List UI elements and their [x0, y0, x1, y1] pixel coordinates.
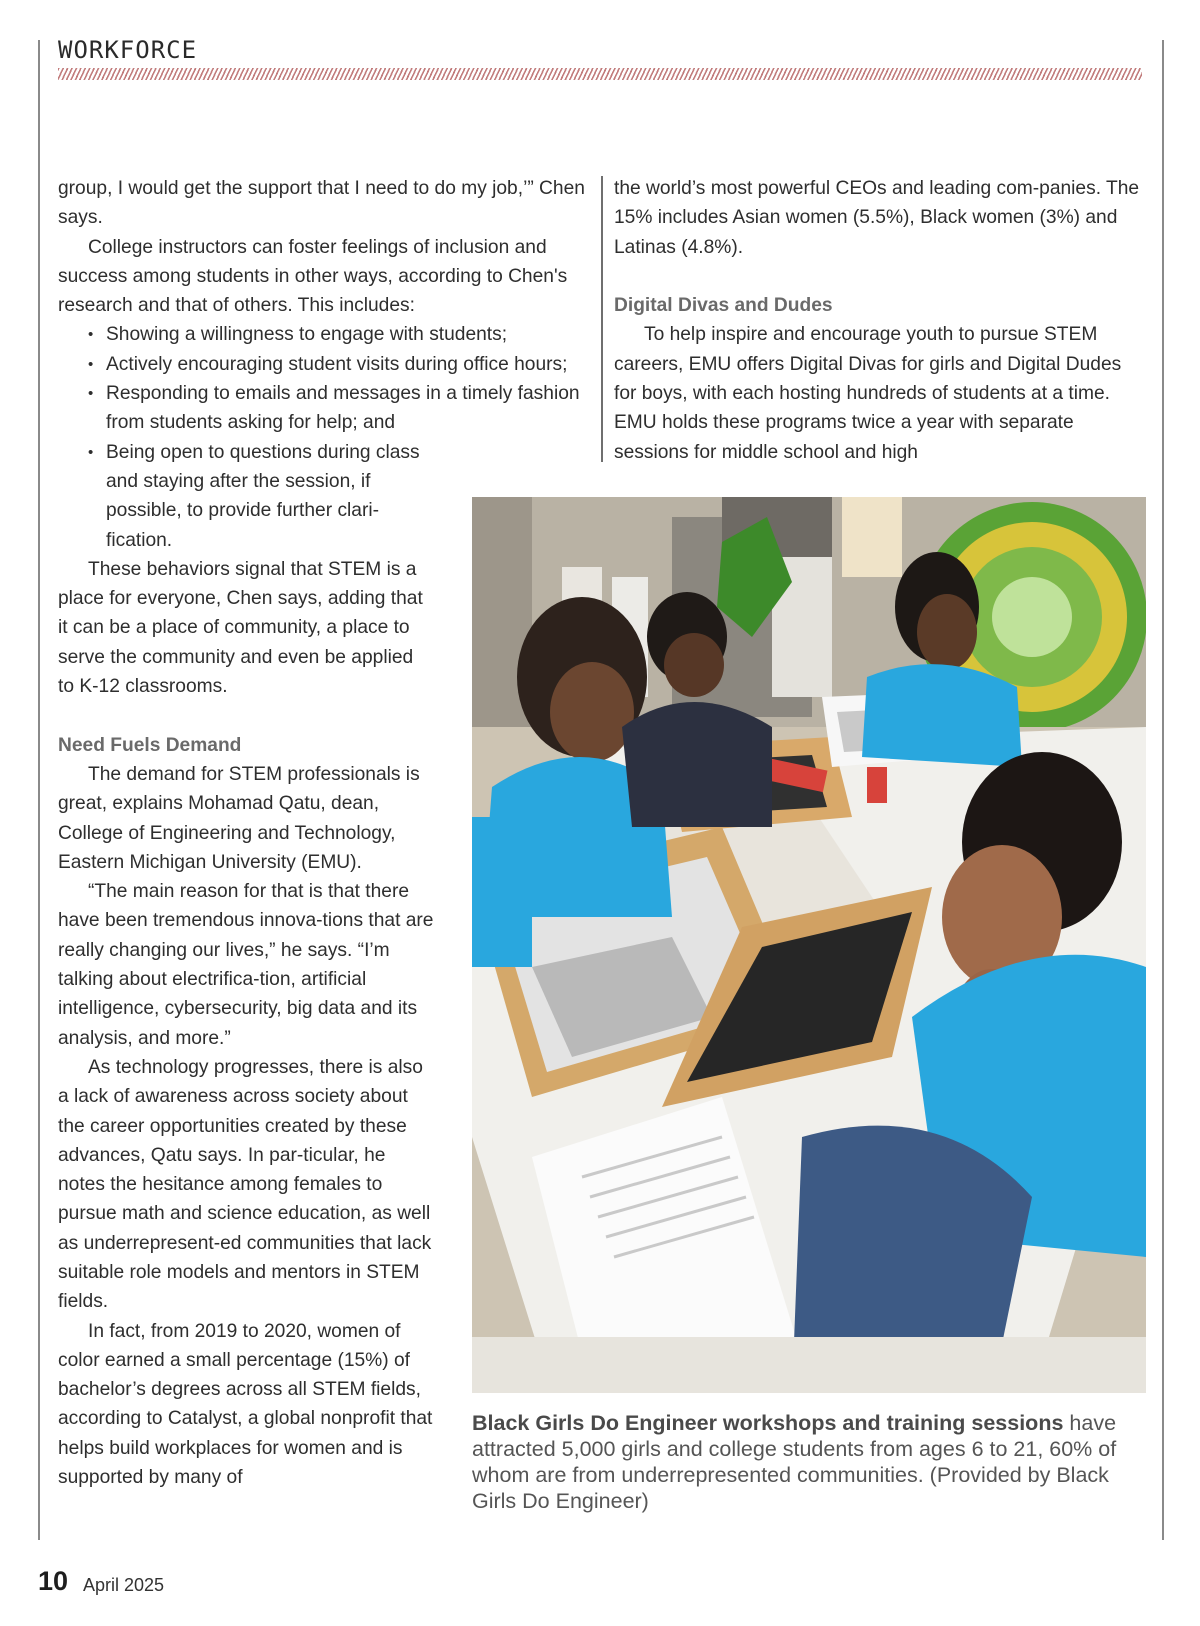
paragraph: group, I would get the support that I need to do my job,’” Chen says.: [58, 178, 585, 229]
paragraph: the world’s most powerful CEOs and leading com-panies. The 15% includes Asian women (5.5%), Black women (3%) and Latinas (4.8%).: [614, 178, 1140, 258]
paragraph: In fact, from 2019 to 2020, women of color earned a small percentage (15%) of bachelor’s degrees across all STEM fields, according to Catalyst, a global nonprofit that helps build workplaces for women and is supported by many of: [58, 1320, 433, 1489]
column-divider: [601, 176, 603, 462]
paragraph: To help inspire and encourage youth to pursue STEM careers, EMU offers Digital Divas for girls and Digital Dudes for boys, with each hosting hundreds of students at a time. EMU holds these programs twice a year with separate sessions for middle school and high: [614, 324, 1122, 463]
subheading-digital-divas: Digital Divas and Dudes: [614, 295, 833, 317]
page-number: 10: [38, 1566, 69, 1596]
photo-caption: [472, 1410, 1152, 1514]
paragraph: College instructors can foster feelings of inclusion and success among students in other ways, according to Chen's research and that of others. This includes:: [58, 236, 568, 317]
bullet-item: • Actively encouraging student visits during office hours;: [58, 350, 590, 379]
header-hatch-rule: [58, 68, 1142, 80]
issue-date: April 2025: [83, 1575, 165, 1595]
workshop-photo: [472, 497, 1146, 1393]
right-border-rule: [1162, 40, 1164, 1540]
caption-lead: Black Girls Do Engineer workshops and training sessions: [472, 1411, 1064, 1435]
bullet-item: • Showing a willingness to engage with students;: [58, 320, 590, 349]
caption-body: have attracted 5,000 girls and college students from ages 6 to 21, 60% of whom are from underrepresented communities. (Provided by Black Girls Do Engineer): [472, 1411, 1117, 1513]
bullet-item: • Being open to questions during class and staying after the session, if possible, to provide further clari-fication.: [58, 438, 426, 555]
paragraph: The demand for STEM professionals is great, explains Mohamad Qatu, dean, College of Engineering and Technology, Eastern Michigan University (EMU).: [58, 763, 420, 873]
subheading-need-fuels-demand: Need Fuels Demand: [58, 734, 242, 756]
paragraph: “The main reason for that is that there have been tremendous innova-tions that are really changing our lives,” he says. “I’m talking about electrifica-tion, artificial intelligence, cybersecurity, big data and its analysis, and more.”: [58, 881, 434, 1049]
right-column: [614, 174, 1144, 467]
paragraph: As technology progresses, there is also a lack of awareness across society about the career opportunities created by these advances, Qatu says. In par-ticular, he notes the hesitance among females to pursue math and science education, as well as underrepresent-ed communities that lack suitable role models and mentors in STEM fields.: [58, 1056, 432, 1313]
left-border-rule: [38, 40, 40, 1540]
section-label: WORKFORCE: [58, 36, 198, 64]
paragraph: These behaviors signal that STEM is a place for everyone, Chen says, adding that it can be a place of community, a place to serve the community and even be applied to K-12 classrooms.: [58, 558, 423, 698]
bullet-item: • Responding to emails and messages in a timely fashion from students asking for help; and: [58, 379, 590, 438]
